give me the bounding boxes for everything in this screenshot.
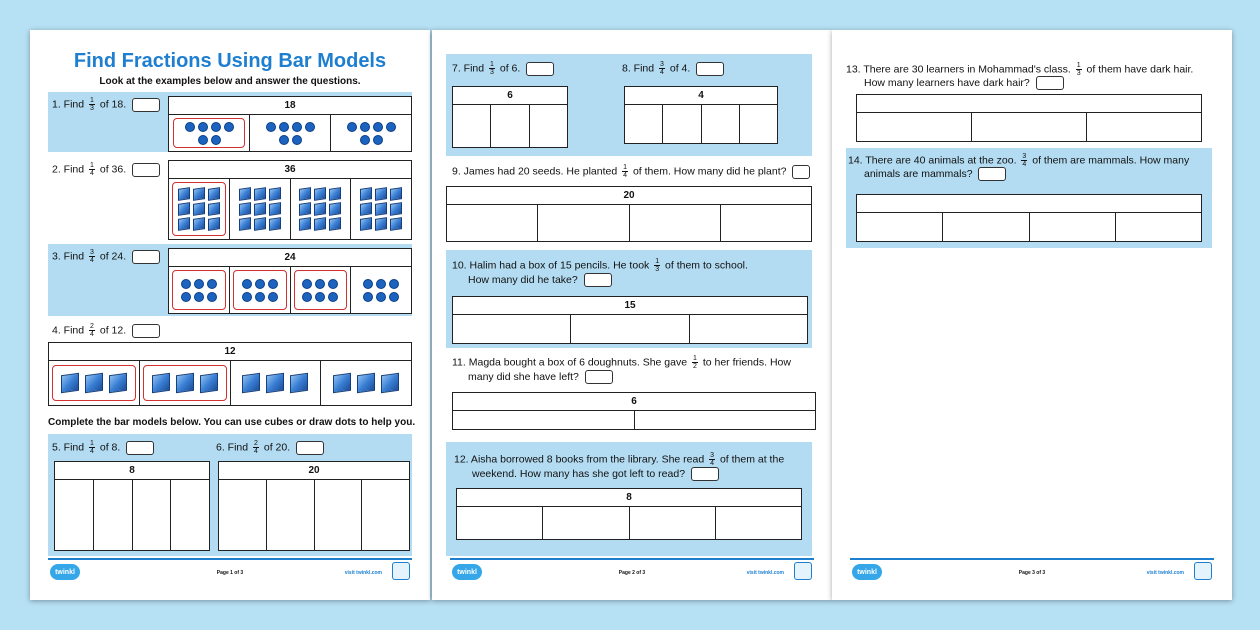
bar-part[interactable] <box>491 105 529 147</box>
dot <box>363 292 373 302</box>
cube <box>239 187 251 201</box>
cube <box>152 373 170 394</box>
numerator: 3 <box>90 249 94 256</box>
instructions: Complete the bar models below. You can use cubes or draw dots to help you. <box>48 417 416 428</box>
bar-part <box>230 267 291 313</box>
bar-part[interactable] <box>690 315 807 343</box>
question-1-text-end: of 18. <box>99 98 127 111</box>
numerator: 1 <box>623 164 628 171</box>
cube <box>242 373 260 394</box>
question-11 <box>452 355 791 370</box>
bar-total: 6 <box>453 87 567 105</box>
answer-box-8[interactable] <box>696 62 724 76</box>
answer-box-3[interactable] <box>132 250 160 264</box>
cube <box>208 217 220 231</box>
fraction <box>659 61 665 76</box>
answer-box-11[interactable] <box>585 370 613 384</box>
worksheet-page-3 <box>832 30 1232 600</box>
page-number: Page 2 of 3 <box>618 570 646 576</box>
numerator: 2 <box>90 323 94 330</box>
cube <box>269 217 281 231</box>
cube <box>329 217 341 231</box>
bar-part[interactable] <box>943 213 1029 241</box>
cube <box>193 202 205 216</box>
cube <box>375 187 387 201</box>
question-7-text: 7. Find <box>452 62 485 75</box>
question-1 <box>52 97 160 112</box>
cube <box>290 373 308 394</box>
bar-part[interactable] <box>857 213 943 241</box>
bar-model-3 <box>168 248 412 314</box>
twinkl-logo: twinkl <box>452 564 482 580</box>
denominator: 4 <box>660 69 664 76</box>
question-3-text: 3. Find <box>52 250 85 263</box>
bar-part <box>351 267 411 313</box>
bar-model-13 <box>856 94 1202 142</box>
answer-box-13[interactable] <box>1036 76 1064 90</box>
question-10-text: 10. Halim had a box of 15 pencils. He took <box>452 259 650 272</box>
fraction <box>709 452 715 467</box>
bar-part[interactable] <box>630 205 721 241</box>
question-2-text-end: of 36. <box>99 163 127 176</box>
cube <box>299 202 311 216</box>
badge-icon <box>392 562 410 580</box>
bar-model-9 <box>446 186 812 242</box>
question-12-text: 12. Aisha borrowed 8 books from the library. She read <box>454 453 705 466</box>
dot <box>360 135 370 145</box>
cube <box>360 187 372 201</box>
question-4-text-end: of 12. <box>99 324 127 337</box>
fraction <box>253 440 259 455</box>
denominator: 3 <box>490 69 494 76</box>
question-5-text-end: of 8. <box>99 441 121 454</box>
question-12-text-end: of them at the <box>719 453 785 466</box>
question-12 <box>454 452 784 467</box>
bar-model-8 <box>624 86 778 144</box>
dot <box>373 122 383 132</box>
cube <box>314 217 326 231</box>
visit-link[interactable]: visit twinkl.com <box>1146 570 1184 576</box>
question-13-line-2 <box>864 76 1064 90</box>
bar-part[interactable] <box>267 480 315 550</box>
worksheet-page-2 <box>432 30 832 600</box>
cube <box>254 217 266 231</box>
dot <box>347 122 357 132</box>
dot <box>305 122 315 132</box>
question-7-text-end: of 6. <box>499 62 521 75</box>
answer-box-4[interactable] <box>132 324 160 338</box>
bar-part[interactable] <box>447 205 538 241</box>
bar-part[interactable] <box>1087 113 1201 141</box>
question-12-text-2: weekend. How many has she got left to read? <box>472 468 686 480</box>
bar-part[interactable] <box>453 315 571 343</box>
question-12-line-2 <box>472 467 719 481</box>
cube <box>200 373 218 394</box>
numerator: 1 <box>90 162 94 169</box>
bar-part[interactable] <box>635 411 816 429</box>
dot <box>389 279 399 289</box>
denominator: 3 <box>1076 70 1081 77</box>
bar-part[interactable] <box>219 480 267 550</box>
fraction <box>89 249 95 264</box>
bar-part[interactable] <box>457 507 543 539</box>
question-10 <box>452 258 748 273</box>
footer-divider <box>450 558 814 560</box>
fraction <box>622 164 628 179</box>
bar-part[interactable] <box>171 480 209 550</box>
question-8 <box>622 61 724 76</box>
bar-part <box>169 115 250 151</box>
cube <box>178 202 190 216</box>
answer-box-5[interactable] <box>126 441 154 455</box>
denominator: 4 <box>90 257 94 264</box>
denominator: 4 <box>90 448 94 455</box>
numerator: 1 <box>490 61 494 68</box>
numerator: 1 <box>655 258 660 265</box>
question-14 <box>848 153 1189 168</box>
cube <box>254 202 266 216</box>
numerator: 3 <box>710 452 715 459</box>
cube <box>360 217 372 231</box>
question-5-text: 5. Find <box>52 441 85 454</box>
cube <box>329 187 341 201</box>
bar-model-6 <box>218 461 410 551</box>
bar-part[interactable] <box>630 507 716 539</box>
page-number: Page 3 of 3 <box>1018 570 1046 576</box>
fraction <box>89 162 95 177</box>
bar-model-7 <box>452 86 568 148</box>
cube <box>360 202 372 216</box>
bar-part <box>291 179 352 239</box>
answer-box-7[interactable] <box>526 62 554 76</box>
answer-box-9[interactable] <box>792 165 810 179</box>
cube <box>375 202 387 216</box>
circled-group <box>173 118 245 148</box>
cube <box>239 202 251 216</box>
bar-part[interactable] <box>1116 213 1201 241</box>
numerator: 3 <box>1022 153 1027 160</box>
answer-box-14[interactable] <box>978 167 1006 181</box>
bar-model-2 <box>168 160 412 240</box>
footer-divider <box>850 558 1214 560</box>
bar-model-5 <box>54 461 210 551</box>
bar-total: 6 <box>453 393 815 411</box>
question-10-line-2 <box>468 273 612 287</box>
answer-box-6[interactable] <box>296 441 324 455</box>
twinkl-logo: twinkl <box>852 564 882 580</box>
bar-part <box>291 267 352 313</box>
cube <box>266 373 284 394</box>
denominator: 4 <box>254 448 258 455</box>
cube <box>314 187 326 201</box>
question-3-text-end: of 24. <box>99 250 127 263</box>
question-11-line-2 <box>468 370 613 384</box>
cube <box>109 373 127 394</box>
page-subtitle: Look at the examples below and answer the questions. <box>99 76 361 87</box>
bar-total: 18 <box>169 97 411 115</box>
fraction <box>89 323 95 338</box>
numerator: 1 <box>90 97 94 104</box>
bar-part[interactable] <box>453 411 635 429</box>
bar-part[interactable] <box>740 105 777 143</box>
cube <box>269 202 281 216</box>
bar-part <box>231 361 322 405</box>
bar-part <box>49 361 140 405</box>
bar-part[interactable] <box>857 113 972 141</box>
dot <box>363 279 373 289</box>
answer-box-1[interactable] <box>132 98 160 112</box>
question-14-line-2 <box>864 167 1006 181</box>
visit-link[interactable]: visit twinkl.com <box>746 570 784 576</box>
question-13-text-2: How many learners have dark hair? <box>864 77 1030 89</box>
worksheet-page-1 <box>30 30 430 600</box>
bar-part[interactable] <box>55 480 94 550</box>
question-14-text-2: animals are mammals? <box>864 168 973 180</box>
bar-part[interactable] <box>315 480 363 550</box>
bar-part[interactable] <box>94 480 133 550</box>
numerator: 1 <box>90 440 94 447</box>
answer-box-2[interactable] <box>132 163 160 177</box>
question-11-text-end: to her friends. How <box>702 356 791 369</box>
question-9-text-end: of them. How many did he plant? <box>632 165 787 178</box>
question-2 <box>52 162 160 177</box>
cube <box>390 187 402 201</box>
fraction <box>1021 153 1027 168</box>
visit-link[interactable]: visit twinkl.com <box>344 570 382 576</box>
cube <box>299 187 311 201</box>
question-2-text: 2. Find <box>52 163 85 176</box>
cube <box>269 187 281 201</box>
bar-total: 24 <box>169 249 411 267</box>
bar-model-10 <box>452 296 808 344</box>
question-8-text: 8. Find <box>622 62 655 75</box>
numerator: 2 <box>254 440 258 447</box>
question-6-text-end: of 20. <box>263 441 291 454</box>
question-4 <box>52 323 160 338</box>
question-4-text: 4. Find <box>52 324 85 337</box>
cube <box>208 202 220 216</box>
question-5 <box>52 440 154 455</box>
bar-part[interactable] <box>530 105 567 147</box>
question-13-text-end: of them have dark hair. <box>1086 63 1194 76</box>
bar-part[interactable] <box>716 507 801 539</box>
dot <box>292 122 302 132</box>
dot <box>376 292 386 302</box>
bar-part[interactable] <box>702 105 740 143</box>
answer-box-10[interactable] <box>584 273 612 287</box>
cube <box>193 217 205 231</box>
denominator: 3 <box>90 105 94 112</box>
numerator: 1 <box>1076 62 1081 69</box>
bar-part <box>169 267 230 313</box>
bar-total: 8 <box>457 489 801 507</box>
dot <box>360 122 370 132</box>
fraction <box>654 258 660 273</box>
question-3 <box>52 249 160 264</box>
question-9 <box>452 164 810 179</box>
cube <box>357 373 375 394</box>
denominator: 4 <box>623 172 628 179</box>
bar-total: 4 <box>625 87 777 105</box>
denominator: 4 <box>90 331 94 338</box>
cube <box>176 373 194 394</box>
circled-group <box>294 270 348 310</box>
bar-part[interactable] <box>721 205 811 241</box>
bar-part <box>321 361 411 405</box>
page-title: Find Fractions Using Bar Models <box>73 50 387 72</box>
bar-total: 8 <box>55 462 209 480</box>
fraction <box>692 355 698 370</box>
denominator: 3 <box>655 266 660 273</box>
cube <box>61 373 79 394</box>
question-11-text: 11. Magda bought a box of 6 doughnuts. She gave <box>452 356 688 369</box>
bar-part <box>230 179 291 239</box>
bar-part <box>140 361 231 405</box>
bar-total: 20 <box>447 187 811 205</box>
cube <box>314 202 326 216</box>
dot <box>386 122 396 132</box>
question-7 <box>452 61 554 76</box>
cube <box>390 217 402 231</box>
fraction <box>89 97 95 112</box>
circled-group <box>233 270 287 310</box>
fraction <box>489 61 495 76</box>
question-6 <box>216 440 324 455</box>
bar-total <box>857 195 1201 213</box>
badge-icon <box>1194 562 1212 580</box>
answer-box-12[interactable] <box>691 467 719 481</box>
bar-model-4 <box>48 342 412 406</box>
cube <box>239 217 251 231</box>
denominator: 2 <box>693 363 697 370</box>
fraction <box>1076 62 1082 77</box>
denominator: 4 <box>90 170 94 177</box>
bar-part <box>250 115 331 151</box>
badge-icon <box>794 562 812 580</box>
question-6-text: 6. Find <box>216 441 249 454</box>
dot <box>373 135 383 145</box>
bar-part[interactable] <box>625 105 663 143</box>
dot <box>376 279 386 289</box>
bar-part <box>331 115 411 151</box>
bar-total: 15 <box>453 297 807 315</box>
circled-group <box>172 270 226 310</box>
numerator: 3 <box>660 61 664 68</box>
bar-total: 36 <box>169 161 411 179</box>
bar-part <box>169 179 230 239</box>
cube <box>208 187 220 201</box>
twinkl-logo: twinkl <box>50 564 80 580</box>
denominator: 4 <box>710 460 715 467</box>
bar-part[interactable] <box>663 105 701 143</box>
cube <box>375 217 387 231</box>
cube <box>381 373 399 394</box>
dot <box>389 292 399 302</box>
bar-part[interactable] <box>972 113 1087 141</box>
dot <box>292 135 302 145</box>
question-10-text-end: of them to school. <box>665 259 748 272</box>
cube <box>178 187 190 201</box>
denominator: 4 <box>1022 161 1027 168</box>
question-10-text-2: How many did he take? <box>468 274 578 286</box>
bar-model-1 <box>168 96 412 152</box>
bar-model-12 <box>456 488 802 540</box>
dot <box>279 122 289 132</box>
cube <box>390 202 402 216</box>
question-1-text: 1. Find <box>52 98 85 111</box>
bar-part <box>351 179 411 239</box>
question-14-text: 14. There are 40 animals at the zoo. <box>848 154 1017 167</box>
bar-total: 12 <box>49 343 411 361</box>
footer-divider <box>48 558 412 560</box>
bar-model-14 <box>856 194 1202 242</box>
bar-part[interactable] <box>543 507 629 539</box>
dot <box>279 135 289 145</box>
cube <box>299 217 311 231</box>
bar-part[interactable] <box>1030 213 1116 241</box>
question-13 <box>846 62 1193 77</box>
bar-total: 20 <box>219 462 409 480</box>
bar-part[interactable] <box>538 205 629 241</box>
page-number: Page 1 of 3 <box>216 570 244 576</box>
cube <box>329 202 341 216</box>
cube <box>333 373 351 394</box>
question-8-text-end: of 4. <box>669 62 691 75</box>
bar-part[interactable] <box>571 315 689 343</box>
question-9-text: 9. James had 20 seeds. He planted <box>452 165 618 178</box>
question-13-text: 13. There are 30 learners in Mohammad's class. <box>846 63 1071 76</box>
question-11-text-2: many did she have left? <box>468 371 579 383</box>
cube <box>193 187 205 201</box>
numerator: 1 <box>693 355 697 362</box>
cube <box>254 187 266 201</box>
fraction <box>89 440 95 455</box>
bar-model-11 <box>452 392 816 430</box>
bar-part[interactable] <box>362 480 409 550</box>
dot <box>266 122 276 132</box>
question-14-text-end: of them are mammals. How many <box>1032 154 1190 167</box>
cube <box>178 217 190 231</box>
bar-total <box>857 95 1201 113</box>
bar-part[interactable] <box>133 480 172 550</box>
bar-part[interactable] <box>453 105 491 147</box>
cube <box>85 373 103 394</box>
